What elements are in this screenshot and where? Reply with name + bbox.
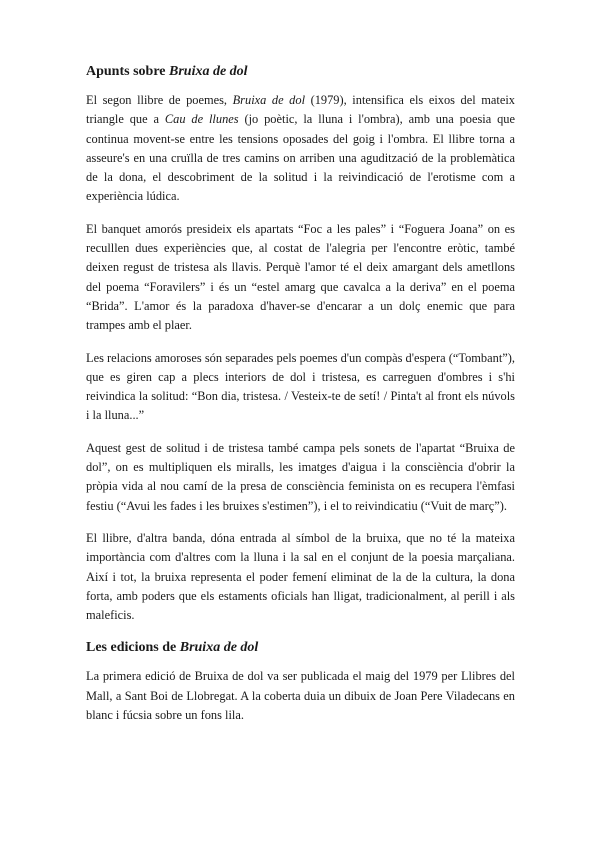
heading-book-title: Bruixa de dol [179, 640, 259, 656]
heading-prefix: Les edicions de [86, 640, 180, 656]
paragraph-bruixa-simbol: El llibre, d'altra banda, dóna entrada al símbol de la bruixa, que no té la mateixa importància com d'altres com la lluna i la sal en el conjunt de la poesia marçaliana. Així i tot, la bruixa representa el poder femení eliminat de la de la cultura, la dona forta, amb poders que els estaments oficials han lligat, tradicionalment, al perill i als maleficis. [86, 530, 515, 623]
book-title-inline: Cau de llunes [164, 112, 239, 127]
paragraph-primera-edicio: La primera edició de Bruixa de dol va ser publicada el maig del 1979 per Llibres del Mall, a Sant Boi de Llobregat. A la coberta duia un dibuix de Joan Pere Viladecans en blanc i fúcsia sobre un fons lila. [86, 669, 515, 723]
paragraph-solitud: Aquest gest de solitud i de tristesa també campa pels sonets de l'apartat “Bruixa de dol”, on es multipliquen els miralls, les imatges d'aigua i la consciència d'obrir la pròpia vida al nou camí de la presa de consciència feminista on es recupera l'èmfasi festiu (“Avui les fades i les bruixes s'estimen”), i el to reivindicatiu (“Vuit de març”). [86, 440, 515, 513]
heading-book-title: Bruixa de dol [169, 64, 248, 79]
section-heading-edicions [86, 638, 515, 658]
paragraph-text: (jo poètic, la lluna i l'ombra), amb una poesia que continua movent-se entre les tensions oposades del goig i l'ombra. El llibre torna a asseure's en una cruïlla de tres camins on arriben una agudització de la problemàtica de la dona, el descobriment de la solitud i la reivindicació de l'erotisme com a experiència lúdica. [86, 112, 515, 204]
paragraph-text: El segon llibre de poemes, [86, 93, 233, 107]
document-content [86, 62, 515, 725]
book-title-inline: Bruixa de dol [232, 93, 306, 107]
heading-prefix: Apunts sobre [86, 64, 169, 79]
section-heading-apunts [86, 62, 515, 82]
paragraph-banquet: El banquet amorós presideix els apartats “Foc a les pales” i “Foguera Joana” on es reculllen dues experiències que, al costat de l'alegria per l'encontre eròtic, també deixen regust de tristesa als llavis. Perquè l'amor té el deix amargant dels ametllons del poema “Foravilers” i és un “estel amarg que cavalca a la deriva” en el poema “Brida”. L'amor és la paradoxa d'haver-se d'encarar a un dolç enemic que para trampes amb el plaer. [86, 221, 515, 333]
paragraph-relacions: Les relacions amoroses són separades pels poemes d'un compàs d'espera (“Tombant”), que es giren cap a plecs interiors de dol i tristesa, es carreguen d'ombres i s'hi reivindica la solitud: “Bon dia, tristesa. / Vesteix-te de setí! / Pinta't al front els núvols i la lluna...” [86, 350, 515, 423]
paragraph-text: (1979), intensifica els eixos del mateix triangle que a [86, 93, 515, 127]
paragraph-intro [86, 91, 515, 207]
